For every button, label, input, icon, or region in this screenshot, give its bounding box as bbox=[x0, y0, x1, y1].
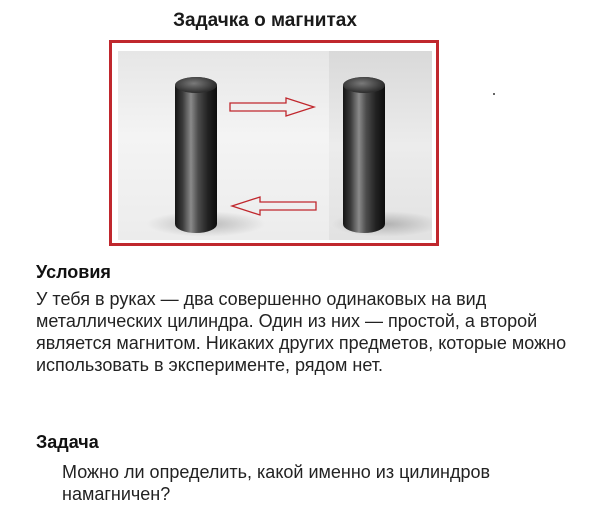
arrow-right-icon bbox=[228, 95, 318, 119]
photo-left bbox=[118, 51, 336, 240]
stray-dot bbox=[493, 93, 495, 95]
illustration-frame bbox=[109, 40, 439, 246]
conditions-heading: Условия bbox=[36, 262, 111, 282]
arrow-left-icon bbox=[228, 194, 318, 218]
task-text: Можно ли определить, какой именно из цилиндров намагничен? bbox=[62, 462, 491, 504]
cylinder-left bbox=[175, 77, 217, 233]
task-heading: Задача bbox=[36, 432, 99, 452]
cylinder-right bbox=[343, 77, 385, 233]
page-title: Задачка о магнитах bbox=[173, 10, 357, 31]
photo-right bbox=[329, 51, 432, 240]
conditions-text: У тебя в руках — два совершенно одинаковых на вид металлических цилиндра. Один из них — простой, а второй является магнитом. Никаких других предметов, которые можно использовать в эксперименте, рядом нет. bbox=[36, 289, 567, 375]
